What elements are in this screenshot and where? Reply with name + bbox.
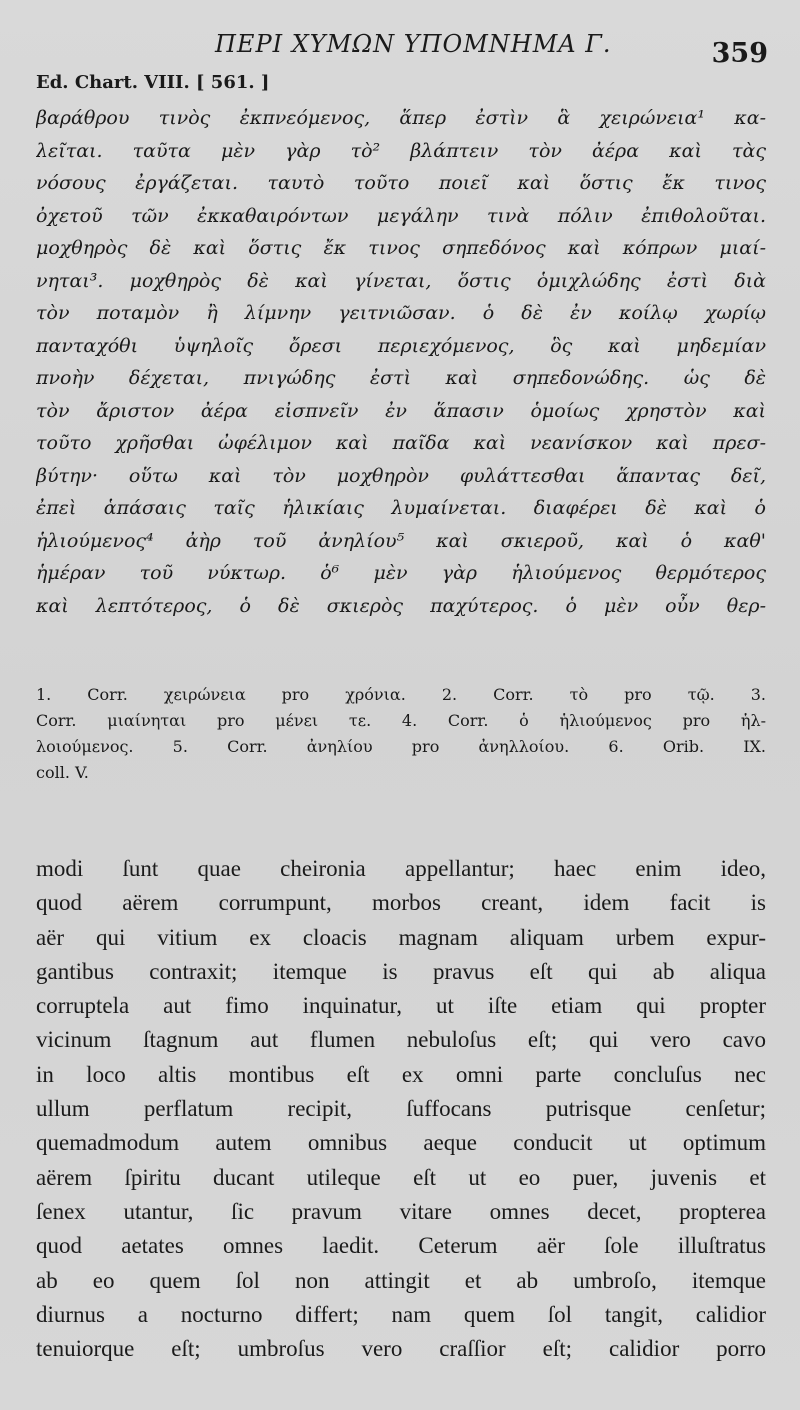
- greek-line: νόσους ἐργάζεται. ταυτὸ τοῦτο ποιεῖ καὶ ὅστις ἔκ τινος: [36, 172, 766, 194]
- greek-line: ὀχετοῦ τῶν ἐκκαθαιρόντων μεγάλην τινὰ πόλιν ἐπιθολοῦται.: [36, 204, 766, 227]
- latin-line: ab eo quem ſol non attingit et ab umbroſo, itemque: [36, 1267, 766, 1293]
- greek-line: πανταχόθι ὑψηλοῖς ὄρεσι περιεχόμενος, ὃς καὶ μηδεμίαν: [36, 334, 766, 357]
- greek-line: τὸν ποταμὸν ἢ λίμνην γειτνιῶσαν. ὁ δὲ ἐν κοίλῳ χωρίῳ: [36, 302, 766, 324]
- greek-line: νηται³. μοχθηρὸς δὲ καὶ γίνεται, ὅστις ὁμιχλώδης ἐστὶ διὰ: [36, 269, 766, 292]
- latin-line: corruptela aut fimo inquinatur, ut iſte etiam qui propter: [36, 993, 766, 1019]
- greek-line: τοῦτο χρῆσθαι ὠφέλιμον καὶ παῖδα καὶ νεανίσκον καὶ πρεσ-: [36, 432, 766, 454]
- latin-line: ullum perflatum recipit, ſuffocans putrisque cenſetur;: [36, 1096, 766, 1122]
- latin-line: in loco altis montibus eſt ex omni parte concluſus nec: [36, 1061, 766, 1087]
- latin-line: tenuiorque eſt; umbroſus vero craſſior eſt; calidior porro: [36, 1336, 766, 1362]
- greek-line: μοχθηρὸς δὲ καὶ ὅστις ἔκ τινος σηπεδόνος καὶ κόπρων μιαί-: [36, 237, 766, 259]
- running-head: [0, 30, 800, 70]
- greek-line: ἡμέραν τοῦ νύκτωρ. ὁ⁶ μὲν γὰρ ἡλιούμενος θερμότερος: [36, 562, 766, 584]
- latin-line: modi ſunt quae cheironia appellantur; haec enim ideo,: [36, 856, 766, 881]
- latin-line: aërem ſpiritu ducant utileque eſt ut eo puer, juvenis et: [36, 1164, 766, 1190]
- latin-line: quemadmodum autem omnibus aeque conducit ut optimum: [36, 1130, 766, 1156]
- footnote-line: λοιούμενος. 5. Corr. ἀνηλίου pro ἀνηλλοίου. 6. Orib. IX.: [36, 737, 766, 756]
- running-title: ΠΕΡΙ ΧΥΜΩΝ ΥΠΟΜΝΗΜΑ Γ.: [215, 30, 612, 58]
- latin-line: aër qui vitium ex cloacis magnam aliquam urbem expur-: [36, 924, 766, 950]
- greek-text-block: [36, 102, 766, 622]
- latin-line: gantibus contraxit; itemque is pravus eſt qui ab aliqua: [36, 958, 766, 984]
- footnotes-block: [36, 682, 766, 786]
- footnote-line: coll. V.: [36, 763, 89, 782]
- greek-line: ἐπεὶ ἁπάσαις ταῖς ἡλικίαις λυμαίνεται. διαφέρει δὲ καὶ ὁ: [36, 497, 766, 519]
- latin-line: ſenex utantur, ſic pravum vitare omnes decet, propterea: [36, 1198, 766, 1224]
- page-number: 359: [711, 38, 768, 69]
- greek-line: λεῖται. ταῦτα μὲν γὰρ τὸ² βλάπτειν τὸν ἀέρα καὶ τὰς: [36, 139, 766, 162]
- greek-line: βύτην· οὕτω καὶ τὸν μοχθηρὸν φυλάττεσθαι ἅπαντας δεῖ,: [36, 464, 766, 487]
- greek-line: πνοὴν δέχεται, πνιγώδης ἐστὶ καὶ σηπεδονώδης. ὡς δὲ: [36, 367, 766, 389]
- greek-line: τὸν ἄριστον ἀέρα εἰσπνεῖν ἐν ἅπασιν ὁμοίως χρηστὸν καὶ: [36, 399, 766, 422]
- greek-line: ἡλιούμενος⁴ ἀὴρ τοῦ ἀνηλίου⁵ καὶ σκιεροῦ, καὶ ὁ καθ': [36, 529, 766, 552]
- latin-line: diurnus a nocturno differt; nam quem ſol tangit, calidior: [36, 1301, 766, 1327]
- greek-line: βαράθρου τινὸς ἐκπνεόμενος, ἅπερ ἐστὶν ἃ χειρώνεια¹ κα-: [36, 107, 766, 129]
- latin-line: quod aërem corrumpunt, morbos creant, idem facit is: [36, 890, 766, 916]
- latin-text-block: [36, 852, 766, 1366]
- greek-line: καὶ λεπτότερος, ὁ δὲ σκιερὸς παχύτερος. ὁ μὲν οὖν θερ-: [36, 594, 766, 617]
- latin-line: quod aetates omnes laedit. Ceterum aër ſole illuſtratus: [36, 1233, 766, 1259]
- edition-reference: Ed. Chart. VIII. [ 561. ]: [36, 72, 270, 93]
- footnote-line: Corr. μιαίνηται pro μένει τε. 4. Corr. ὁ ἡλιούμενος pro ἡλ-: [36, 711, 766, 730]
- latin-line: vicinum ſtagnum aut flumen nebuloſus eſt; qui vero cavo: [36, 1027, 766, 1053]
- footnote-line: 1. Corr. χειρώνεια pro χρόνια. 2. Corr. τὸ pro τῷ. 3.: [36, 685, 766, 704]
